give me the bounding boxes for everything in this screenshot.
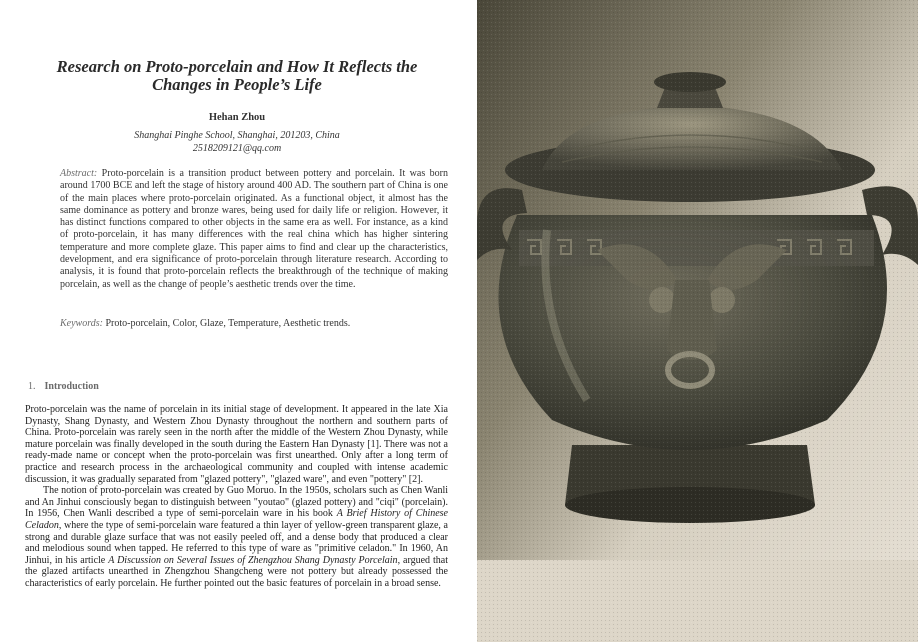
para2-text-a: The notion of proto-porcelain was created by Guo Moruo. In the 1950s, scholars such as Chen Wanli and An Jinhui consciously began to distinguish between "youtao" (glazed pottery) and "ciqi" (porcelain). In 1956, Chen Wanli described a type of semi-porcelain ware in his book <box>25 485 448 520</box>
bronze-lidded-vessel-photo <box>477 0 918 642</box>
keywords-text: Proto-porcelain, Color, Glaze, Temperature, Aesthetic trends. <box>105 318 351 329</box>
section-number: 1. <box>28 381 36 392</box>
abstract-label: Abstract: <box>60 168 98 179</box>
author-affiliation-block <box>30 129 444 155</box>
keywords <box>60 318 448 330</box>
keywords-label: Keywords: <box>60 318 103 329</box>
section-title: Introduction <box>44 381 99 392</box>
para2-text-c: , argued that the glazed artifacts unearthed in Zhengzhou Shangcheng were not pottery but already possessed the characteristics of early porcelain. He further pointed out the basic features of porcelain in a broad sense. <box>25 554 448 589</box>
author-name: Hehan Zhou <box>208 112 266 123</box>
abstract-text: Proto-porcelain is a transition product between pottery and porcelain. It was born around 1700 BCE and left the stage of history around 400 AD. The southern part of China is one of the main places where proto-porcelain originated. As a functional object, it almost has the same dominance as pottery and bronze wares, being used for daily life or religion. However, it has distinct functions compared to other objects in the same era as well. For instance, as a kind of proto-porcelain, it has many differences with the real china which has higher sintering temperature and more complete glaze. This paper aims to find and clear up the characteristics, development, and era significance of proto-porcelain through literature research. According to analysis, it is found that proto-porcelain reflects the breakthrough of the technique of making porcelain, as well as the change of people’s aesthetic trends over the time. <box>60 168 449 290</box>
affiliation: Shanghai Pinghe School, Shanghai, 201203, China <box>134 130 340 141</box>
photo-grain <box>477 0 918 642</box>
para2-text-b: , where the type of semi-porcelain ware featured a thin layer of yellow-green transparent glaze, a strong and durable glaze surface that was not easily peeled off, and a dense body that produced a clear and melodious sound when tapped. He referred to this type of ware as "primitive celadon." In 1960, An Jinhui, in his article <box>25 519 448 566</box>
body-paragraph-1: Proto-porcelain was the name of porcelain in its initial stage of development. It appeared in the late Xia Dynasty, Shang Dynasty, and Western Zhou Dynasty throughout the northern and southern parts of China. Proto-porcelain was rarely seen in the north after the middle of the Western Zhou Dynasty, while mature porcelain was finally developed in the south during the Eastern Han Dynasty [1]. There was not a ready-made name or concept when the proto-porcelain was first unearthed. Only after a long term of practice and research process in the archaeological community and coupled with intense academic discussion, it was gradually separated from "glazed pottery", "glazed ware", and even "pottery" [2]. <box>25 404 448 485</box>
introduction-body <box>25 404 448 590</box>
abstract <box>60 168 448 291</box>
paper-title: Research on Proto-porcelain and How It Reflects the Changes in People’s Life <box>56 57 418 94</box>
article-title-discussion: A Discussion on Several Issues of Zhengzhou Shang Dynasty Porcelain <box>108 554 398 566</box>
body-paragraph-2 <box>25 485 448 589</box>
section-heading-introduction <box>28 381 99 392</box>
book-title-brief-history: A Brief History of Chinese Celadon <box>25 508 448 531</box>
author-email: 2518209121@qq.com <box>192 143 282 154</box>
vessel-illustration <box>477 0 918 642</box>
